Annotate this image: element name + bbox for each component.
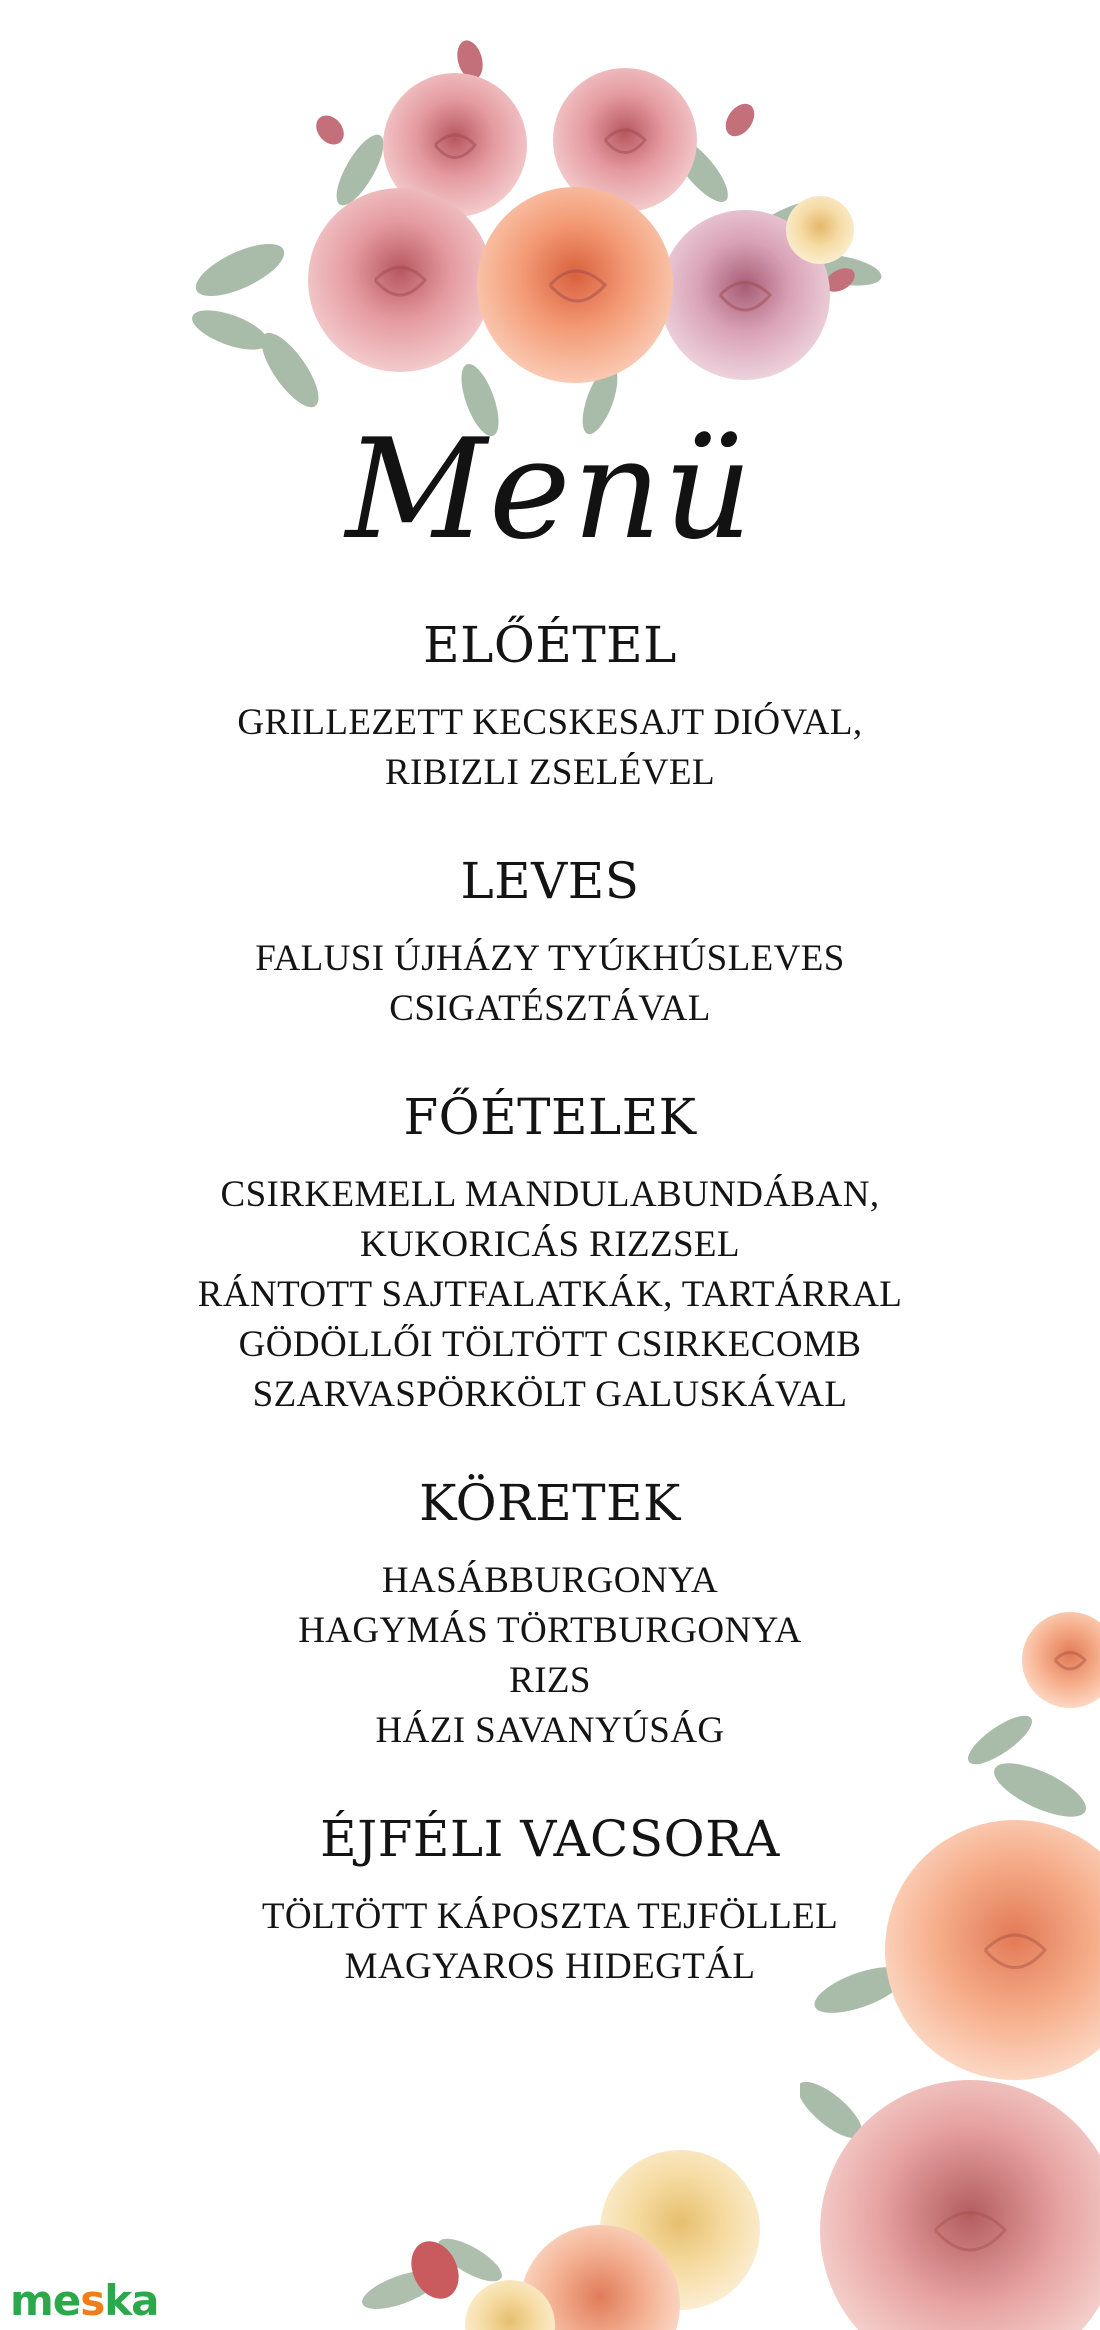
section-main-courses — [0, 1082, 1100, 1420]
section-heading: ELŐÉTEL — [423, 616, 677, 674]
menu-item: CSIGATÉSZTÁVAL — [389, 988, 711, 1029]
menu-item: CSIRKEMELL MANDULABUNDÁBAN, — [220, 1174, 880, 1215]
menu-item: GÖDÖLLŐI TÖLTÖTT CSIRKECOMB — [238, 1324, 862, 1365]
menu-item: FALUSI ÚJHÁZY TYÚKHÚSLEVES — [255, 938, 845, 979]
section-items — [0, 934, 1100, 1034]
menu-item: HÁZI SAVANYÚSÁG — [375, 1710, 725, 1751]
section-heading: KÖRETEK — [419, 1474, 681, 1532]
section-heading: ÉJFÉLI VACSORA — [320, 1810, 780, 1868]
section-heading: FŐÉTELEK — [403, 1088, 697, 1146]
section-heading: LEVES — [460, 852, 640, 910]
rose-bouquet-top — [180, 20, 920, 440]
menu-item: RIZS — [509, 1660, 591, 1701]
logo-part: me — [10, 2276, 81, 2325]
meska-logo — [10, 2276, 159, 2326]
menu-item: SZARVASPÖRKÖLT GALUSKÁVAL — [252, 1374, 848, 1415]
logo-part: s — [80, 2276, 105, 2325]
menu-item: KUKORICÁS RIZZSEL — [360, 1224, 740, 1265]
menu-item: HAGYMÁS TÖRTBURGONYA — [298, 1610, 802, 1651]
menu-item: HASÁBBURGONYA — [381, 1560, 719, 1601]
menu-title: Menü — [345, 409, 755, 570]
rose-cluster-bottom — [360, 2110, 860, 2330]
section-items — [0, 1170, 1100, 1420]
menu-item: MAGYAROS HIDEGTÁL — [344, 1946, 756, 1987]
section-starter — [0, 610, 1100, 798]
menu-item: RIBIZLI ZSELÉVEL — [384, 752, 716, 793]
logo-part: ka — [104, 2276, 159, 2325]
menu-item: GRILLEZETT KECSKESAJT DIÓVAL, — [237, 702, 863, 743]
menu-item: TÖLTÖTT KÁPOSZTA TEJFÖLLEL — [261, 1896, 839, 1937]
section-soup — [0, 846, 1100, 1034]
menu-item: RÁNTOTT SAJTFALATKÁK, TARTÁRRAL — [197, 1274, 903, 1315]
section-items — [0, 698, 1100, 798]
